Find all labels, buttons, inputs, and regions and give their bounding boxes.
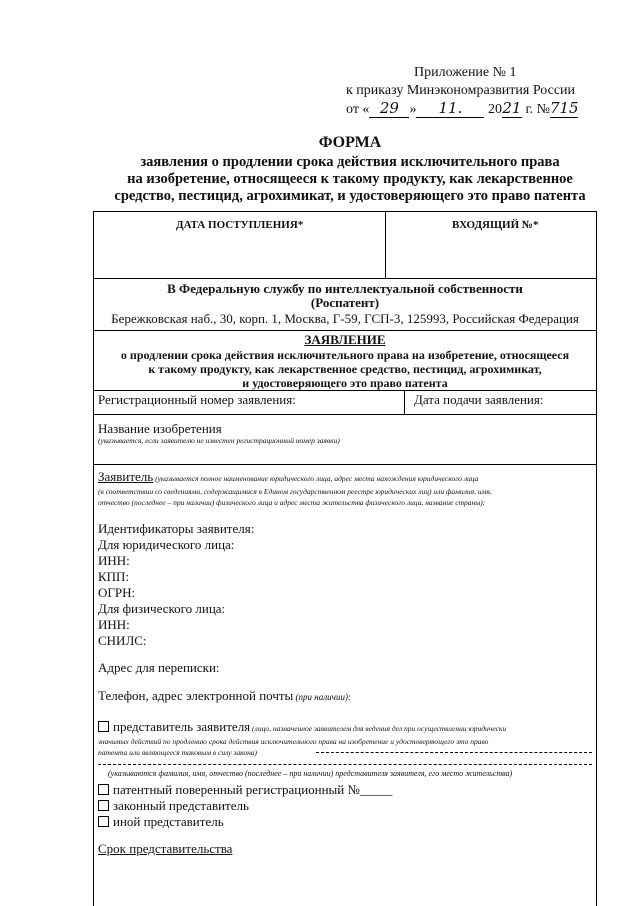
phone-label: Телефон, адрес электронной почты: [98, 688, 294, 703]
date-received-label: ДАТА ПОСТУПЛЕНИЯ*: [176, 219, 304, 231]
patent-attorney-option: [98, 782, 392, 798]
legal-entity-label: Для юридического лица:: [98, 537, 235, 552]
legal-rep-label: законный представитель: [113, 798, 249, 813]
mail-address-label: Адрес для переписки:: [98, 660, 220, 675]
other-rep-label: иной представитель: [113, 814, 224, 829]
addressee-line-2: (Роспатент): [310, 295, 380, 310]
applicant-note-3: отчество (последнее – при наличии) физического лица и адрес места жительства физического лица, название страны):: [98, 498, 486, 507]
reg-number-label: Регистрационный номер заявления:: [98, 392, 296, 407]
year-suffix: г. №: [525, 102, 550, 117]
statement-heading: ЗАЯВЛЕНИЕ: [304, 332, 386, 347]
order-month: 11.: [416, 99, 484, 118]
representative-note-1: (лицо, назначенное заявителем для ведения дел при осуществлении юридически: [250, 724, 507, 733]
other-rep-checkbox[interactable]: [98, 816, 109, 827]
representative-label: представитель заявителя: [113, 719, 251, 734]
phone-note: (при наличии):: [293, 692, 351, 702]
form-title: ФОРМА: [318, 134, 382, 151]
snils-label: СНИЛС:: [98, 633, 147, 648]
statement-line-1: о продлении срока действия исключительного права на изобретение, относящееся: [120, 348, 570, 362]
applicant-ids-label: Идентификаторы заявителя:: [98, 521, 255, 536]
kpp-label: КПП:: [98, 569, 130, 584]
applicant-note-1: (указывается полное наименование юридического лица, адрес места нахождения юридического лица: [153, 474, 479, 483]
day-close: »: [409, 102, 417, 117]
representation-term-label: Срок представительства: [98, 841, 233, 856]
invention-title-note: (указывается, если заявителю не известен регистрационный номер заявки): [98, 436, 340, 445]
year-prefix: 20: [487, 102, 502, 117]
patent-attorney-label: патентный поверенный регистрационный №_____: [113, 782, 393, 797]
appendix-label: Приложение № 1: [414, 65, 517, 80]
other-rep-option: [98, 814, 224, 830]
order-year: 21: [502, 99, 522, 117]
applicant-label: Заявитель: [98, 469, 154, 484]
patent-attorney-checkbox[interactable]: [98, 784, 109, 795]
form-box: [93, 211, 597, 906]
order-date-line: [346, 99, 596, 119]
form-subtitle-1: заявления о продлении срока действия исключительного права: [140, 154, 560, 170]
order-day: 29: [369, 99, 409, 118]
phone-line: [98, 687, 351, 705]
individual-inn-label: ИНН:: [98, 617, 130, 632]
legal-rep-option: [98, 798, 249, 814]
incoming-number-label: ВХОДЯЩИЙ №*: [452, 219, 539, 231]
ogrn-label: ОГРН:: [98, 585, 136, 600]
from-prefix: от «: [346, 102, 370, 117]
statement-line-3: и удостоверяющего это право патента: [242, 376, 448, 390]
representative-note-3: патента или являющееся таковым в силу закона): [98, 748, 258, 757]
addressee-address: Бережковская наб., 30, корп. 1, Москва, Г-59, ГСП-3, 125993, Российская Федерация: [111, 311, 579, 326]
order-label: к приказу Минэкономразвития России: [346, 83, 576, 98]
applicant-note-2: (в соответствии со сведениями, содержащимися в Едином государственном реестре юридических лиц) или фамилия, имя,: [98, 487, 492, 496]
form-subtitle-3: средство, пестицид, агрохимикат, и удостоверяющего это право патента: [114, 188, 586, 204]
statement-line-2: к такому продукту, как лекарственное средство, пестицид, агрохимикат,: [148, 362, 542, 376]
filing-date-label: Дата подачи заявления:: [414, 392, 544, 407]
representative-note-2: значимых действий по продлению срока действия исключительного права на изобретение и удостоверяющего это право: [98, 737, 489, 746]
legal-inn-label: ИНН:: [98, 553, 130, 568]
form-subtitle-2: на изобретение, относящееся к такому продукту, как лекарственное: [127, 171, 573, 187]
addressee-line-1: В Федеральную службу по интеллектуальной собственности: [167, 281, 523, 296]
representative-under-note: (указываются фамилия, имя, отчество (последнее – при наличии) представителя заявителя, его место жительства): [108, 769, 513, 778]
order-number: 715: [549, 99, 579, 117]
applicant-block: [98, 468, 594, 508]
legal-rep-checkbox[interactable]: [98, 800, 109, 811]
individual-label: Для физического лица:: [98, 601, 226, 616]
representative-checkbox[interactable]: [98, 721, 109, 732]
invention-title-label: Название изобретения: [98, 421, 222, 436]
